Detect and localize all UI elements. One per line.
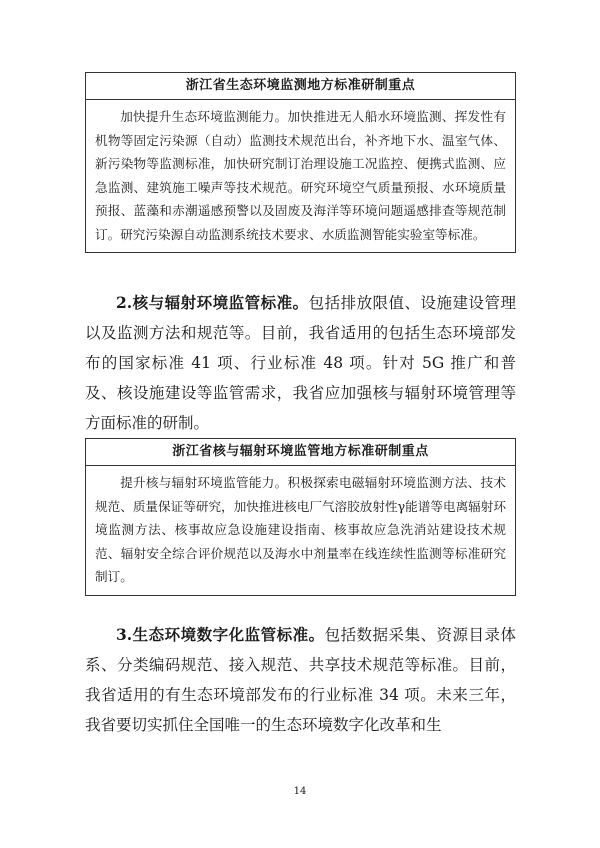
box-body-nuclear: 提升核与辐射环境监管能力。积极探索电磁辐射环境监测方法、技术规范、质量保证等研究，加快推进核电厂气溶胶放射性γ能谱等电离辐射环境监测方法、核事故应急设施建设指南、核事故应急洗消站建设技术规范、辐射安全综合评价规范以及海水中剂量率在线连续性监测等标准研究制订。	[95, 475, 506, 584]
section-heading-digital: 3.生态环境数字化监管标准。	[116, 625, 325, 644]
section-text-digital: 包括数据采集、资源目录体系、分类编码规范、接入规范、共享技术规范等标准。目前，我省适用的有生态环境部发布的行业标准 34 项。未来三年，我省要切实抓住全国唯一的生态环境数字化改革和生	[85, 626, 516, 734]
section-digital-supervision	[85, 620, 516, 740]
standards-box-nuclear	[85, 438, 516, 596]
page-number: 14	[293, 786, 307, 797]
section-heading-nuclear: 2.核与辐射环境监管标准。	[116, 293, 309, 312]
section-nuclear-radiation	[85, 288, 516, 438]
box-title-nuclear: 浙江省核与辐射环境监管地方标准研制重点	[86, 439, 515, 466]
box-title-monitoring: 浙江省生态环境监测地方标准研制重点	[86, 73, 515, 100]
section-text-nuclear: 包括排放限值、设施建设管理以及监测方法和规范等。目前，我省适用的包括生态环境部发布的国家标准 41 项、行业标准 48 项。针对 5G 推广和普及、核设施建设等监管需求，我省应加强核与辐射环境管理等方面标准的研制。	[85, 294, 516, 432]
box-body-monitoring: 加快提升生态环境监测能力。加快推进无人船水环境监测、挥发性有机物等固定污染源（自动）监测技术规范出台，补齐地下水、温室气体、新污染物等监测标准，加快研究制订治理设施工况监控、便携式监测、应急监测、建筑施工噪声等技术规范。研究环境空气质量预报、水环境质量预报、蓝藻和赤潮遥感预警以及固废及海洋等环境问题遥感排查等规范制订。研究污染源自动监测系统技术要求、水质监测智能实验室等标准。	[95, 109, 506, 242]
standards-box-monitoring	[85, 72, 516, 253]
